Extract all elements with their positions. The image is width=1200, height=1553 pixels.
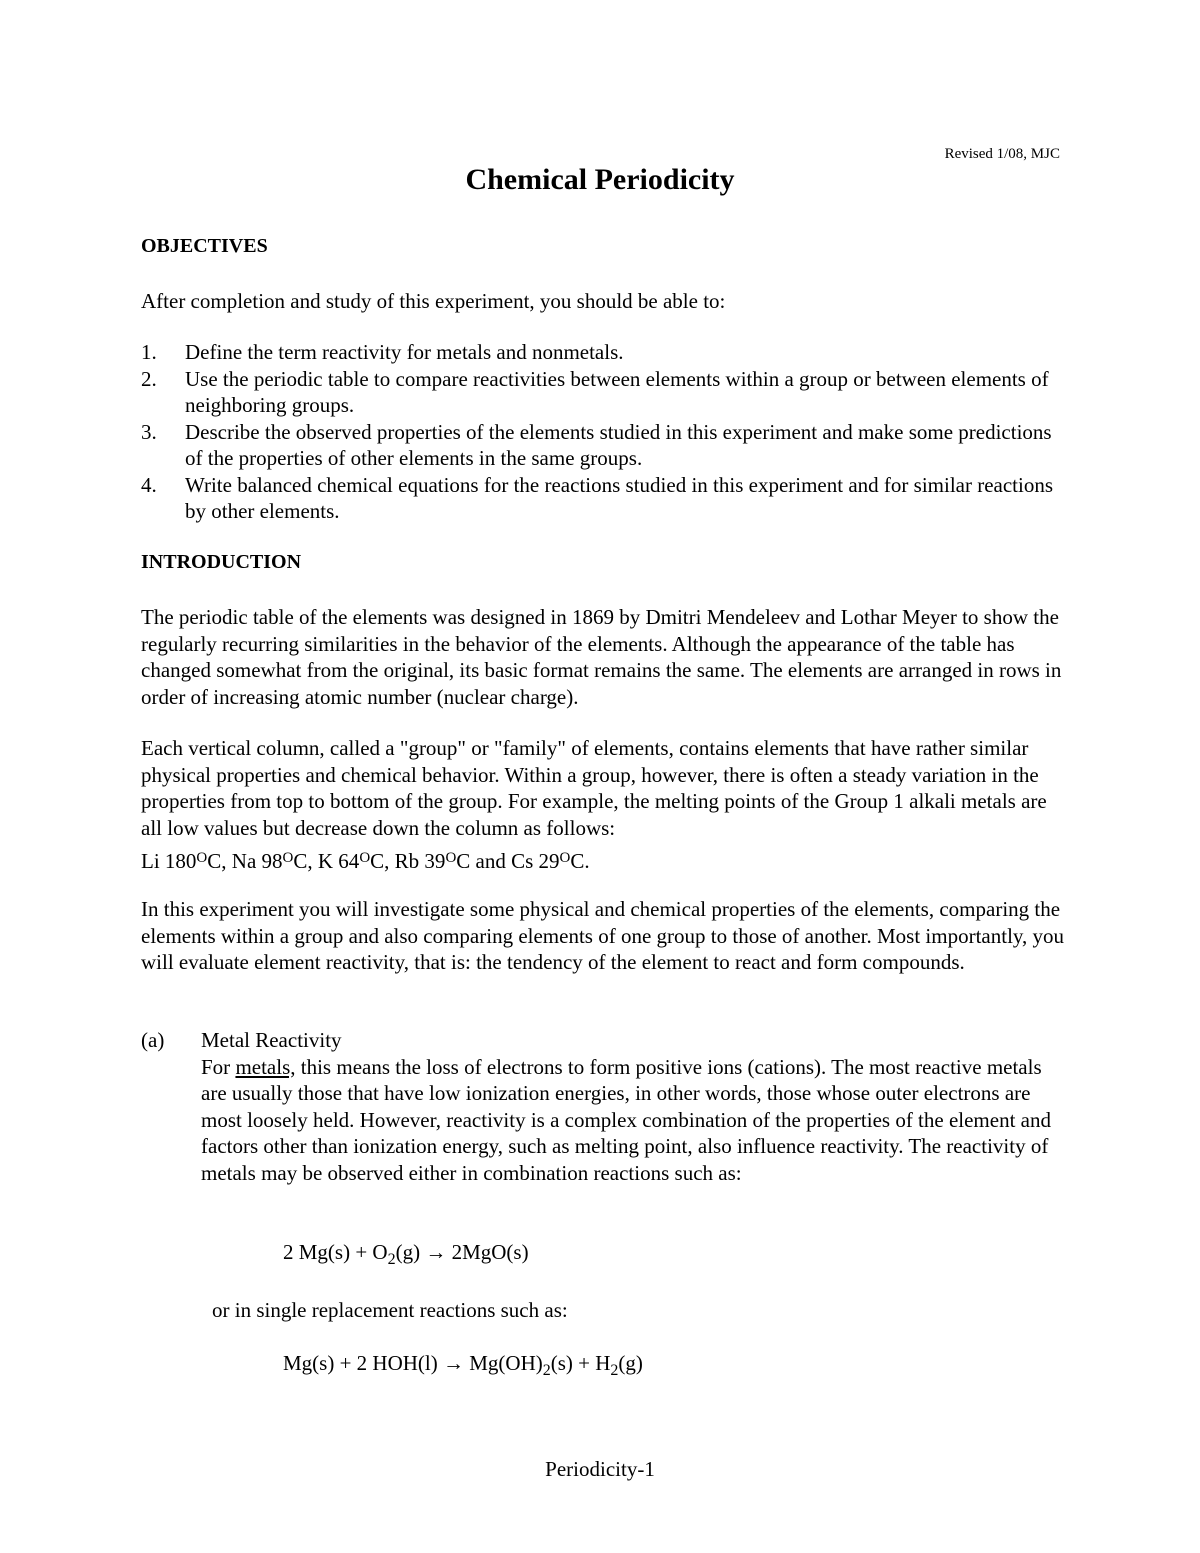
text-after: this means the loss of electrons to form positive ions (cations). The most reactive metals are usually those that have low ionization energies, in other words, those whose outer electrons are most loosely held. However, reactivity is a complex combination of the properties of the element and factors other than ionization energy, such as melting point, also influence reactivity. The reactivity of metals may be observed either in combination reactions such as: bbox=[201, 1054, 1051, 1185]
metals-word: metals, bbox=[235, 1054, 296, 1079]
list-number: 3. bbox=[141, 419, 157, 444]
mp-na: , Na 98 bbox=[221, 849, 283, 873]
text-before: For bbox=[201, 1054, 236, 1079]
revision-note: Revised 1/08, MJC bbox=[944, 146, 1060, 162]
list-item bbox=[141, 472, 1071, 525]
melting-points-line bbox=[141, 849, 590, 873]
intro-paragraph-2-text: Each vertical column, called a "group" or "family" of elements, contains elements that have rather similar physical properties and chemical behavior. Within a group, however, there is often a steady variation in the properties from top to bottom of the group. For example, the melting points of the Group 1 alkali metals are all low values but decrease down the column as follows: bbox=[141, 736, 1047, 840]
equation-combination bbox=[283, 1237, 529, 1275]
list-text: Write balanced chemical equations for the reactions studied in this experiment and for similar reactions by other elements. bbox=[185, 472, 1054, 523]
intro-paragraph-2 bbox=[141, 735, 1071, 878]
mp-rb: , Rb 39 bbox=[384, 849, 446, 873]
document-title: Chemical Periodicity bbox=[465, 163, 735, 196]
section-text bbox=[201, 1054, 1071, 1187]
eq2-part-a: Mg(s) + 2 HOH(l) → Mg(OH) bbox=[283, 1351, 543, 1375]
list-text: Use the periodic table to compare reactivities between elements within a group or between elements of neighboring groups. bbox=[185, 366, 1049, 417]
list-item bbox=[141, 366, 1071, 419]
intro-paragraph-1: The periodic table of the elements was designed in 1869 by Dmitri Mendeleev and Lothar Meyer to show the regularly recurring similarities in the behavior of the elements. Although the appearance of the table has changed somewhat from the original, its basic format remains the same. The elements are arranged in rows in order of increasing atomic number (nuclear charge). bbox=[141, 605, 1062, 709]
mp-k: , K 64 bbox=[307, 849, 360, 873]
metal-reactivity-section bbox=[141, 1027, 1071, 1186]
equation-replacement bbox=[283, 1348, 643, 1386]
section-body bbox=[201, 1027, 1071, 1186]
eq2-subscript-1: 2 bbox=[542, 1362, 551, 1379]
celsius: C bbox=[456, 849, 471, 873]
intro-paragraph-3: In this experiment you will investigate some physical and chemical properties of the elements, comparing the elements within a group and also comparing elements of one group to those of another. Most importantly, you will evaluate element reactivity, that is: the tendency of the element to react and form compounds. bbox=[141, 897, 1065, 974]
objectives-intro: After completion and study of this experiment, you should be able to: bbox=[141, 289, 726, 313]
degree-sign: O bbox=[559, 850, 571, 866]
mp-cs: and Cs 29 bbox=[470, 849, 560, 873]
eq1-part-a: 2 Mg(s) + O bbox=[283, 1240, 388, 1264]
degree-sign: O bbox=[445, 850, 457, 866]
mp-li: Li 180 bbox=[141, 849, 197, 873]
section-title: Metal Reactivity bbox=[201, 1028, 342, 1052]
list-number: 2. bbox=[141, 366, 157, 391]
celsius: C. bbox=[570, 849, 590, 873]
eq2-subscript-2: 2 bbox=[610, 1362, 619, 1379]
list-text: Describe the observed properties of the elements studied in this experiment and make some predictions of the properties of other elements in the same groups. bbox=[185, 419, 1052, 470]
between-equations-text: or in single replacement reactions such as: bbox=[212, 1298, 568, 1322]
celsius: C bbox=[293, 849, 308, 873]
introduction-heading: INTRODUCTION bbox=[141, 551, 302, 573]
list-text: Define the term reactivity for metals and nonmetals. bbox=[185, 340, 624, 364]
section-label: (a) bbox=[141, 1028, 165, 1052]
degree-sign: O bbox=[359, 850, 371, 866]
list-item bbox=[141, 339, 1071, 366]
eq1-subscript: 2 bbox=[387, 1251, 396, 1268]
celsius: C bbox=[207, 849, 222, 873]
degree-sign: O bbox=[282, 850, 294, 866]
list-item bbox=[141, 419, 1071, 472]
eq2-part-b: (s) + H bbox=[550, 1351, 611, 1375]
list-number: 1. bbox=[141, 340, 157, 364]
eq1-part-b: (g) → 2MgO(s) bbox=[395, 1240, 529, 1264]
celsius: C bbox=[370, 849, 385, 873]
page-footer: Periodicity-1 bbox=[545, 1457, 655, 1481]
list-number: 4. bbox=[141, 472, 157, 497]
objectives-heading: OBJECTIVES bbox=[141, 235, 268, 257]
degree-sign: O bbox=[196, 850, 208, 866]
objectives-list bbox=[141, 339, 1071, 525]
eq2-part-c: (g) bbox=[618, 1351, 643, 1375]
